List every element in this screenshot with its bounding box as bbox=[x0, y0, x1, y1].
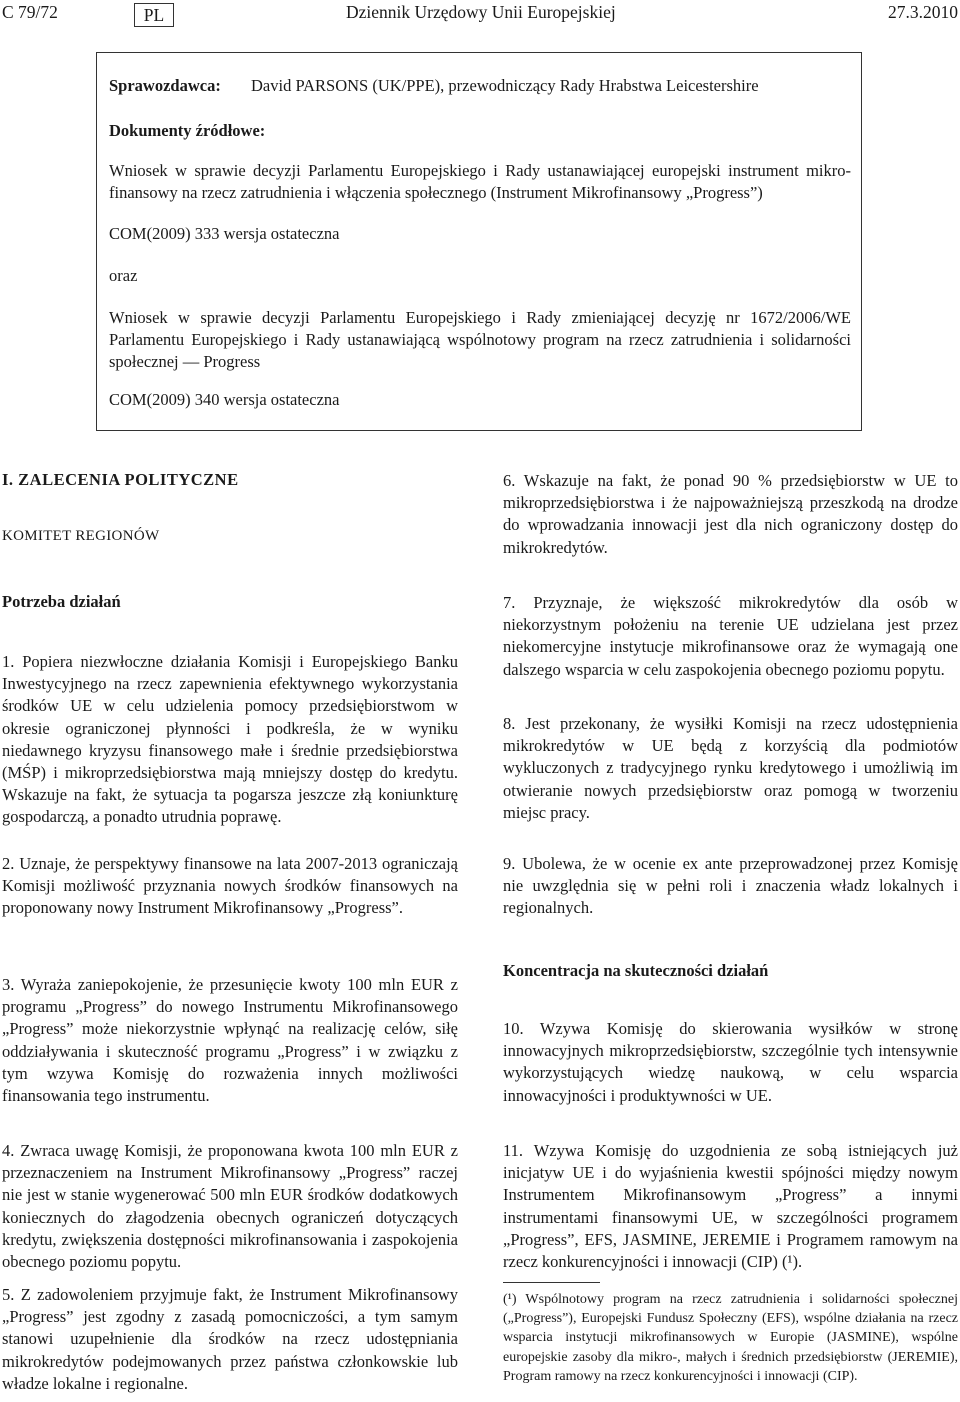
source-doc-2: Wniosek w sprawie decyzji Parlamentu Europejskiego i Rady zmieniającej decyzję nr 1672/2006/WE Parlamentu Europejskiego i Rady ustanawiającą wspólnotowy program na rzecz zatrudnienia i solidarności społecznej — Progress bbox=[109, 308, 851, 371]
source-doc-1: Wniosek w sprawie decyzji Parlamentu Europejskiego i Rady ustanawiającej europejski instrument mikro-finansowy na rzecz zatrudnienia i włączenia społecznego (Instrument Mikrofinansowy „Progress”) bbox=[109, 161, 851, 202]
journal-title: Dziennik Urzędowy Unii Europejskiej bbox=[346, 2, 616, 22]
document-info-box bbox=[96, 52, 862, 431]
language-badge: PL bbox=[134, 3, 174, 27]
rapporteur-label: Sprawozdawca: bbox=[109, 76, 221, 95]
source-doc-1-ref: COM(2009) 333 wersja ostateczna bbox=[109, 224, 340, 243]
subheading-need-for-action: Potrzeba działań bbox=[2, 592, 121, 611]
paragraph-4: 4. Zwraca uwagę Komisji, że proponowana kwota 100 mln EUR z przeznaczeniem na Instrument Mikrofinansowy „Progress” raczej nie jest w stanie wygenerować 500 mln EUR środków dodatkowych koniecznych do złagodzenia obecnych ograniczeń dotyczących kredytu, zwiększenia dostępności mikrofinansowania i zaspokojenia obecnego poziomu popytu. bbox=[2, 1141, 458, 1272]
paragraph-9: 9. Ubolewa, że w ocenie ex ante przeprowadzonej przez Komisję nie uwzględnia się w pełni roli i znaczenia władz lokalnych i regionalnych. bbox=[503, 854, 958, 918]
source-doc-2-ref: COM(2009) 340 wersja ostateczna bbox=[109, 390, 340, 409]
paragraph-5: 5. Z zadowoleniem przyjmuje fakt, że Instrument Mikrofinansowy „Progress” jest zgodny z zasadą pomocniczości, a tym samym stanowi uzupełnienie dla środków na rzecz udostępniania mikrokredytów podejmowanych przez państwa członkowskie lub władze lokalne i regionalne. bbox=[2, 1285, 458, 1393]
paragraph-1: 1. Popiera niezwłoczne działania Komisji i Europejskiego Banku Inwestycyjnego na rzecz zapewnienia efektywnego wykorzystania środków UE w celu udzielenia pomocy przedsiębiorstwom w okresie ograniczonej płynności i podkreśla, że w wyniku niedawnego kryzysu finansowego małe i średnie przedsiębiorstwa (MŚP) i mikroprzedsiębiorstwa mają mniejszy dostęp do kredytu. Wskazuje na fakt, że sytuacja ta pogarsza jeszcze złą koniunkturę gospodarczą, a ponadto utrudnia poprawę. bbox=[2, 652, 458, 827]
paragraph-3: 3. Wyraża zaniepokojenie, że przesunięcie kwoty 100 mln EUR z programu „Progress” do nowego Instrumentu Mikrofinansowego „Progress” może niekorzystnie wpłynąć na realizację celów, siłę oddziaływania i skuteczność programu „Progress” i w związku z tym wzywa Komisję do rozważenia innych możliwości finansowania tego instrumentu. bbox=[2, 975, 458, 1106]
paragraph-11: 11. Wzywa Komisję do uzgodnienia ze sobą istniejących już inicjatyw UE i do wyjaśnienia kwestii spójności między nowym Instrumentem Mikrofinansowym „Progress” a innymi instrumentami finansowymi UE, w szczególności programem „Progress”, EFS, JASMINE, JEREMIE i Programem ramowym na rzecz konkurencyjności i innowacji (CIP) (¹). bbox=[503, 1141, 958, 1272]
committee-name: KOMITET REGIONÓW bbox=[2, 528, 160, 544]
page-header bbox=[0, 2, 960, 28]
publication-date: 27.3.2010 bbox=[888, 2, 958, 22]
page-number: C 79/72 bbox=[2, 2, 58, 22]
paragraph-6: 6. Wskazuje na fakt, że ponad 90 % przedsiębiorstw w UE to mikroprzedsiębiorstwa i że najpoważniejszą przeszkodą na drodze do wprowadzania innowacji jest dla nich ograniczony dostęp do mikrokredytów. bbox=[503, 471, 958, 557]
subheading-effectiveness: Koncentracja na skuteczności działań bbox=[503, 961, 769, 980]
paragraph-8: 8. Jest przekonany, że wysiłki Komisji na rzecz udostępnienia mikrokredytów w UE będą z korzyścią dla podmiotów wykluczonych z tradycyjnego rynku kredytowego i umożliwią im otwieranie nowych przedsiębiorstw oraz pomogą w tworzeniu miejsc pracy. bbox=[503, 714, 958, 822]
paragraph-7: 7. Przyznaje, że większość mikrokredytów dla osób w niekorzystnym położeniu na terenie UE udzielana jest przez niekomercyjne instytucje mikrofinansowe oraz że wymagają one dalszego wsparcia w celu zaspokojenia obecnego poziomu popytu. bbox=[503, 593, 958, 679]
and-connector: oraz bbox=[109, 266, 138, 285]
paragraph-2: 2. Uznaje, że perspektywy finansowe na lata 2007-2013 ograniczają Komisji możliwość przyznania nowych środków finansowych na proponowany nowy Instrument Mikrofinansowy „Progress”. bbox=[2, 854, 458, 918]
sources-label: Dokumenty źródłowe: bbox=[109, 121, 266, 140]
section-title: I. ZALECENIA POLITYCZNE bbox=[2, 470, 239, 489]
footnote-1: (¹) Wspólnotowy program na rzecz zatrudnienia i solidarności społecznej („Progress”), Europejski Fundusz Społeczny (EFS), wspólne działania na rzecz wsparcia instytucji mikrofinansowych w Europie (JASMINE), wspólne europejskie zasoby dla mikro-, małych i średnich przedsiębiorstw (JEREMIE), Program ramowy na rzecz konkurencyjności i innowacji (CIP). bbox=[503, 1292, 958, 1384]
footnote-divider bbox=[503, 1282, 600, 1283]
paragraph-10: 10. Wzywa Komisję do skierowania wysiłków w stronę innowacyjnych mikroprzedsiębiorstw, szczególnie tych intensywnie wykorzystujących wiedzę naukową, w celu wsparcia innowacyjności i produktywności w UE. bbox=[503, 1019, 958, 1105]
rapporteur-value: David PARSONS (UK/PPE), przewodniczący Rady Hrabstwa Leicestershire bbox=[251, 76, 759, 95]
